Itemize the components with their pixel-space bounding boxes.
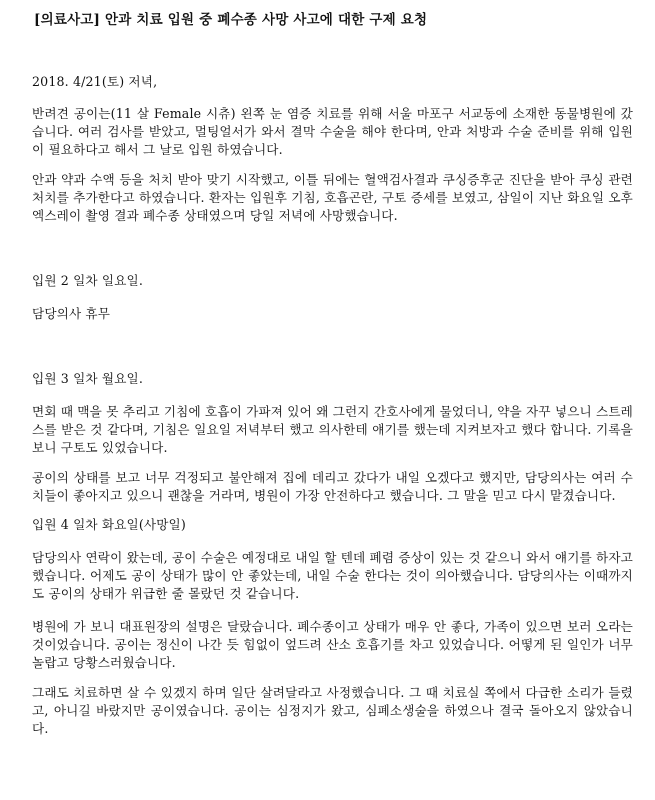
day4-paragraph: 병원에 가 보니 대표원장의 설명은 달랐습니다. 폐수종이고 상태가 매우 안 좋다, 가족이 있으면 보러 오라는 것이었습니다. 공이는 정신이 나간 듯 힘없이 엎드려 산소 호흡기를 차고 있었습니다. 어떻게 된 일인가 너무 놀랍고 당황스러웠습니다. [32,619,633,670]
day4-paragraph: 그래도 치료하면 살 수 있겠지 하며 일단 살려달라고 사정했습니다. 그 때 치료실 쪽에서 다급한 소리가 들렸고, 아니길 바랐지만 공이였습니다. 공이는 심정지가 왔고, 심폐소생술을 하였으나 결국 돌아오지 않았습니다. [32,685,633,736]
incident-date: 2018. 4/21(토) 저녁, [32,74,158,89]
intro-paragraph: 반려견 공이는(11 살 Female 시츄) 왼쪽 눈 염증 치료를 위해 서울 마포구 서교동에 소재한 동물병원에 갔습니다. 여러 검사를 받았고, 멀팅얼서가 와서 결막 수술을 해야 한다며, 안과 처방과 수술 준비를 위해 입원이 필요하다고 해서 그 날로 입원 하였습니다. [32,106,633,157]
document-title: [의료사고] 안과 치료 입원 중 폐수종 사망 사고에 대한 구제 요청 [34,12,428,28]
day3-paragraph: 면회 때 맥을 못 추리고 기침에 호흡이 가파져 있어 왜 그런지 간호사에게 물었더니, 약을 자꾸 넣으니 스트레스를 받은 것 같다며, 기침은 일요일 저녁부터 했고 의사한테 얘기를 했는데 지켜보자고 했다 합니다. 기록을 보니 구토도 있었습니다. [32,404,633,455]
day4-paragraph: 담당의사 연락이 왔는데, 공이 수술은 예정대로 내일 할 텐데 폐렴 증상이 있는 것 같으니 와서 얘기를 하자고 했습니다. 어제도 공이 상태가 많이 안 좋았는데, 내일 수술 한다는 것이 의아했습니다. 담당의사는 이때까지도 공이의 상태가 위급한 줄 몰랐던 것 같습니다. [32,550,633,601]
day4-heading: 입원 4 일차 화요일(사망일) [32,517,186,532]
day3-paragraph: 공이의 상태를 보고 너무 걱정되고 불안해져 집에 데리고 갔다가 내일 오겠다고 했지만, 담당의사는 여러 수치들이 좋아지고 있으니 괜찮을 거라며, 병원이 가장 안전하다고 했습니다. 그 말을 믿고 다시 맡겼습니다. [32,470,633,503]
day2-heading: 입원 2 일차 일요일. [32,273,143,288]
intro-paragraph: 안과 약과 수액 등을 처치 받아 맞기 시작했고, 이틀 뒤에는 혈액검사결과 쿠싱증후군 진단을 받아 쿠싱 관련 처치를 추가한다고 하였습니다. 환자는 입원후 기침, 호흡곤란, 구토 증세를 보였고, 삼일이 지난 화요일 오후 엑스레이 촬영 결과 폐수종 상태였으며 당일 저녁에 사망했습니다. [32,172,633,223]
day2-note: 담당의사 휴무 [32,306,111,321]
day3-heading: 입원 3 일차 월요일. [32,371,143,386]
